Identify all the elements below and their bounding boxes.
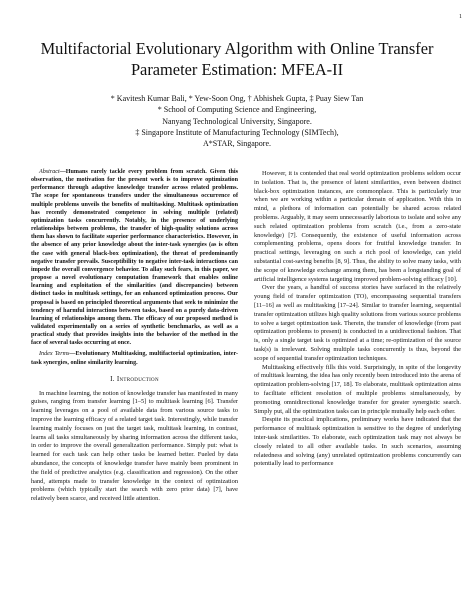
- author-block: [40, 93, 434, 149]
- paper-title: Multifactorial Evolutionary Algorithm with Online Transfer Parameter Estimation: MFEA-II: [40, 39, 434, 79]
- affiliation-line-3: ‡ Singapore Institute of Manufacturing Technology (SIMTech),: [135, 127, 339, 137]
- abstract: [31, 168, 238, 347]
- section-heading-introduction: I. Introduction: [110, 374, 159, 383]
- right-paragraph-4: Despite its practical implications, preliminary works have indicated that the performance of multitask optimization is sensitive to the degree of underlying inter-task similarities. To elaborate, each optimization task may not always be closely related to all other available tasks. In such scenarios, assuming relatedness and solving (any) unrelated optimization problems concurrently can potentially lead to performance: [254, 416, 461, 468]
- intro-paragraph-1: In machine learning, the notion of knowledge transfer has manifested in many guises, ranging from transfer learning [1–5] to multitask learning [6]. Transfer learning leverages on a pool of available data from various source tasks to improve the learning efficacy of a related target task. Interestingly, while transfer learning mainly focuses on just the target task, multitask learning, in contrast, learns all tasks simultaneously by sharing information across the different tasks, in order to improve the overall generalization performance. Simply put: what is learned for each task can help other tasks be learned better. Fueled by data abundance, the concepts of knowledge transfer have mainly been prominent in the field of predictive analytics (e.g. classification and regression). On the other hand, attempts made to transfer knowledge in the context of optimization problems (which typically start the search with zero prior data) [7], have relatively been scarce, and received little attention.: [31, 389, 238, 503]
- right-paragraph-1: However, it is contended that real world optimization problems seldom occur in isolation. That is, the presence of latent similarities, even between distinct black-box optimization instances, are commonplace. This is particularly true when we are working within a particular domain of application. With this in mind, a plethora of information can potentially be shared across related problems. Arguably, it may seem unnecessarily laborious to isolate and solve any such related optimization problems from scratch (i.e., from a zero-state knowledge) [7]. Consequently, the existence of useful information across complementing problems, opens doors for fruitful knowledge transfer. In practical settings, leveraging on such a rich pool of knowledge, can yield substantial cost-saving benefits [8, 9]. Thus, the ability to solve many tasks, with the scope of knowledge exchange among them, has been a longstanding goal of artificial intelligence systems targeting improved problem-solving efficacy [10].: [254, 170, 461, 283]
- index-terms-text: —Evolutionary Multitasking, multifactorial optimization, inter-task synergies, online similarity learning.: [31, 351, 238, 366]
- author-names: * Kavitesh Kumar Bali, * Yew-Soon Ong, † Abhishek Gupta, ‡ Puay Siew Tan: [110, 94, 364, 103]
- right-paragraph-3: Multitasking effectively fills this void. Surprisingly, in spite of the longevity of multitask learning, the idea has only recently been introduced into the arena of optimization problem-solving [17, 18]. To elaborate, multitask optimization aims to facilitate efficient resolution of multiple problems simultaneously, by promoting omnidirectional knowledge transfer for greater synergistic search. Simply put, all the optimization tasks can in principle mutually help each other.: [254, 363, 461, 415]
- page-number: 1: [459, 14, 462, 20]
- affiliation-line-2: Nanyang Technological University, Singapore.: [162, 116, 312, 126]
- abstract-label: Abstract: [39, 169, 60, 175]
- left-column: [31, 168, 238, 504]
- right-paragraph-2: Over the years, a handful of success stories have surfaced in the relatively young field of transfer optimization (TO), encompassing sequential transfers [11–16] as well as multitasking [17–24]. Similar to transfer learning, sequential transfer optimization utilizes high quality solutions from various source problems to solve a target optimization task. Therein, the transfer of knowledge (from past optimization problems to present) is conducted in a unidirectional fashion. That is, only a single target task is optimized at a time; re-optimization of the source task(s) is irrelevant. Solving multiple tasks concurrently is thus, beyond the scope of sequential transfer optimization techniques.: [254, 284, 462, 362]
- affiliation-line-4: A*STAR, Singapore.: [202, 139, 272, 149]
- index-terms: [31, 350, 238, 366]
- index-terms-label: Index Terms: [39, 351, 70, 358]
- affiliation-line-1: * School of Computing Science and Engineering,: [157, 105, 317, 115]
- abstract-text: —Humans rarely tackle every problem from scratch. Given this observation, the motivation for the present work is to improve optimization performance through adaptive knowledge transfer across related problems. The scope for spontaneous transfers under the simultaneous occurrence of multiple problems unveils the benefits of multitasking. Multitask optimization has recently demonstrated competence in solving multiple (related) optimization tasks concurrently. Notably, in the presence of underlying relationships between problems, the transfer of high-quality solutions across them has shown to facilitate superior performance characteristics. However, in the absence of any prior knowledge about the inter-task synergies (as is often the case with general black-box optimization), the threat of predominantly negative transfer prevails. Susceptibility to negative inter-task interactions can impede the overall convergence behavior. To allay such fears, in this paper, we propose a novel evolutionary computation framework that enables online learning and exploitation of the similarities (and discrepancies) between distinct tasks in multitask settings, for an enhanced optimization process. Our proposal is based on principled theoretical arguments that seek to minimize the tendency of harmful interactions between tasks, based on a purely data-driven learning of relationships among them. The efficacy of our proposed method is validated experimentally on a series of synthetic benchmarks, as well as a practical study that provides insights into the behavior of the method in the face of several tasks occurring at once.: [31, 169, 238, 347]
- right-column: [254, 170, 461, 469]
